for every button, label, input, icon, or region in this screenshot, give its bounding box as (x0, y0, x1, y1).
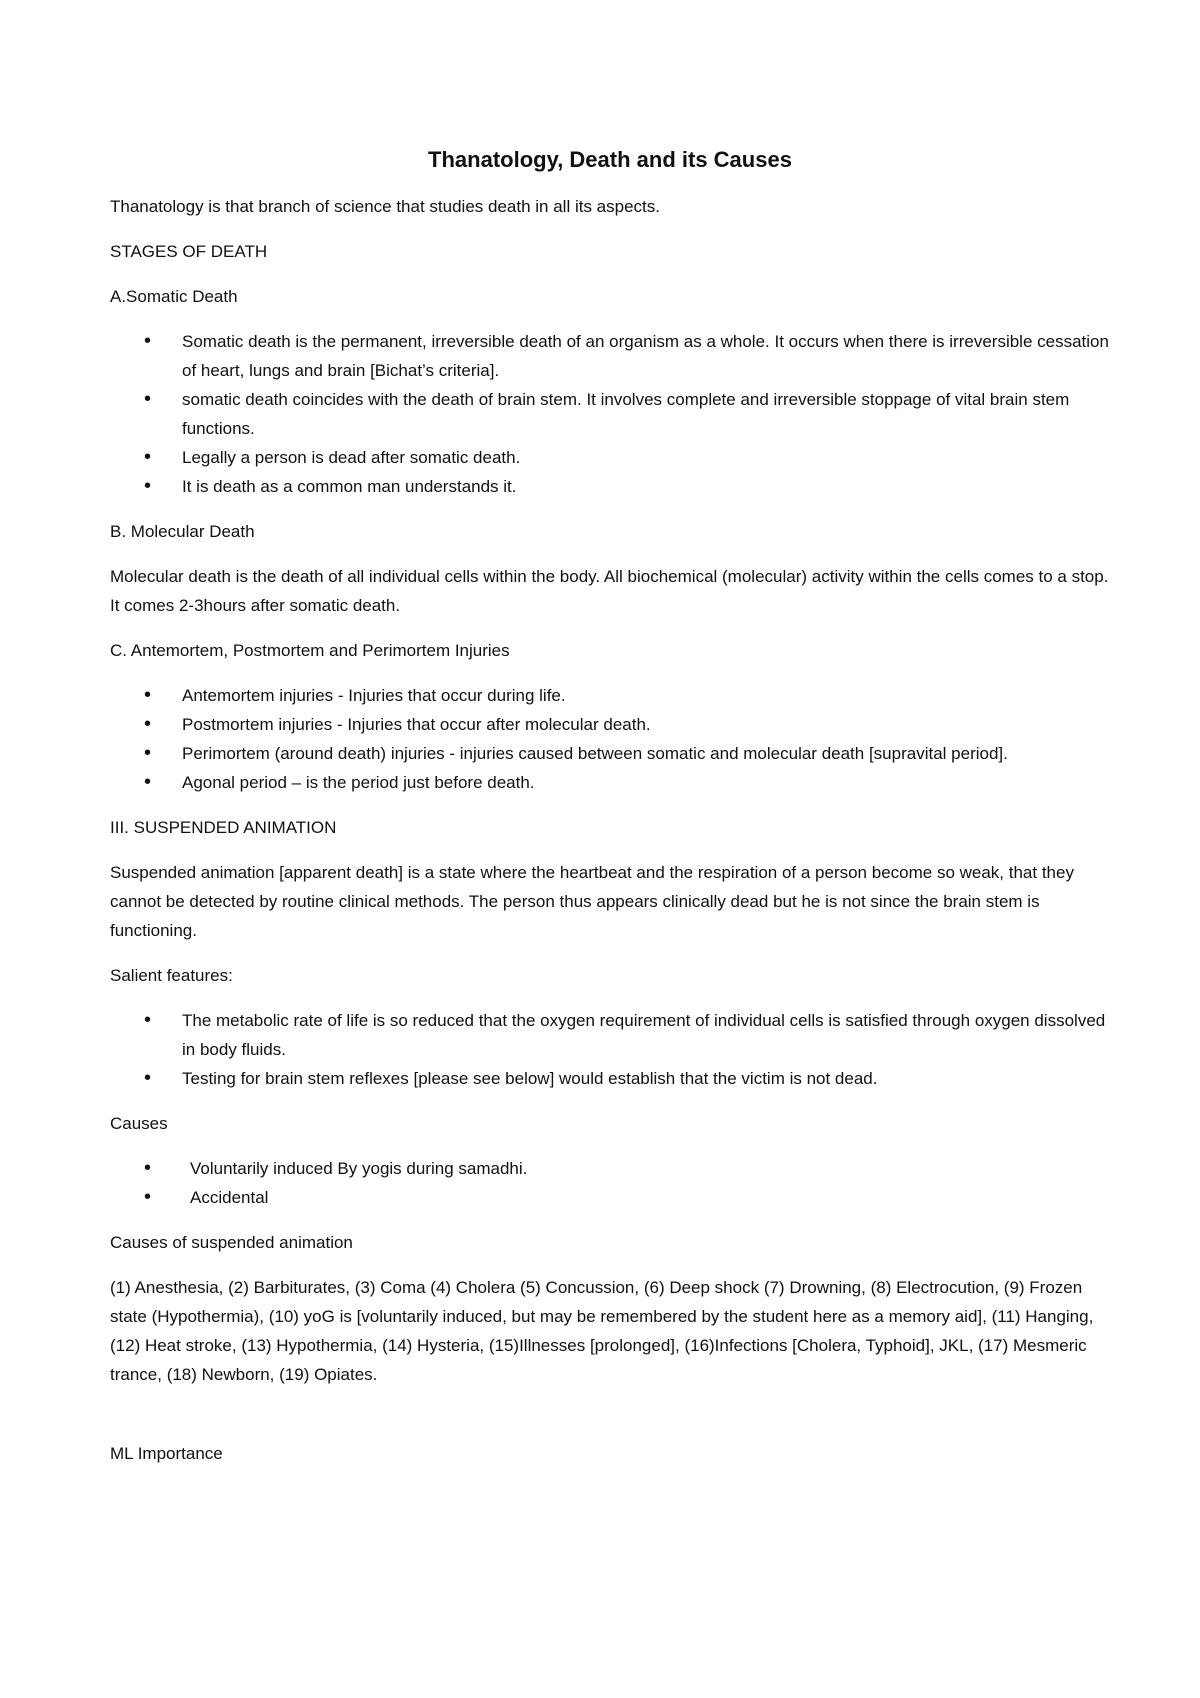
list-item: • Postmortem injuries - Injuries that occur after molecular death. (182, 710, 1110, 739)
ml-importance-heading: ML Importance (110, 1444, 223, 1463)
causes-heading: Causes (110, 1114, 168, 1133)
list-item: • Voluntarily induced By yogis during samadhi. (182, 1154, 1110, 1183)
features-heading: Salient features: (110, 966, 233, 985)
somatic-list (110, 327, 1110, 501)
intro-paragraph: Thanatology is that branch of science that studies death in all its aspects. (110, 197, 660, 216)
somatic-heading: A.Somatic Death (110, 287, 238, 306)
molecular-heading: B. Molecular Death (110, 522, 255, 541)
injuries-list (110, 681, 1110, 797)
page-title: Thanatology, Death and its Causes (428, 147, 792, 172)
list-item: • Antemortem injuries - Injuries that occur during life. (182, 681, 1110, 710)
list-item: • Legally a person is dead after somatic death. (182, 443, 1110, 472)
suspended-heading: III. SUSPENDED ANIMATION (110, 818, 337, 837)
features-list (110, 1006, 1110, 1093)
list-item: • It is death as a common man understands it. (182, 472, 1110, 501)
molecular-paragraph: Molecular death is the death of all individual cells within the body. All biochemical (molecular) activity within the cells comes to a stop. It comes 2-3hours after somatic death. (110, 567, 1109, 615)
list-item: • Accidental (182, 1183, 1110, 1212)
causes-list (110, 1154, 1110, 1212)
list-item: • Somatic death is the permanent, irreversible death of an organism as a whole. It occurs when there is irreversible cessation of heart, lungs and brain [Bichat’s criteria]. (182, 327, 1110, 385)
list-item: • The metabolic rate of life is so reduced that the oxygen requirement of individual cells is satisfied through oxygen dissolved in body fluids. (182, 1006, 1110, 1064)
list-item: • Testing for brain stem reflexes [please see below] would establish that the victim is not dead. (182, 1064, 1110, 1093)
list-item: • Perimortem (around death) injuries - injuries caused between somatic and molecular death [supravital period]. (182, 739, 1110, 768)
stages-heading: STAGES OF DEATH (110, 242, 268, 261)
suspended-paragraph: Suspended animation [apparent death] is a state where the heartbeat and the respiration of a person become so weak, that they cannot be detected by routine clinical methods. The person thus appears clinically dead but he is not since the brain stem is functioning. (110, 863, 1074, 940)
list-item: • Agonal period – is the period just before death. (182, 768, 1110, 797)
causes-of-heading: Causes of suspended animation (110, 1233, 353, 1252)
list-item: • somatic death coincides with the death of brain stem. It involves complete and irreversible stoppage of vital brain stem functions. (182, 385, 1110, 443)
injuries-heading: C. Antemortem, Postmortem and Perimortem Injuries (110, 641, 510, 660)
document-content (110, 145, 1110, 1484)
causes-of-paragraph: (1) Anesthesia, (2) Barbiturates, (3) Coma (4) Cholera (5) Concussion, (6) Deep shock (7) Drowning, (8) Electrocution, (9) Frozen state (Hypothermia), (10) yoG is [voluntarily induced, but may be remembered by the student here as a memory aid], (11) Hanging, (12) Heat stroke, (13) Hypothermia, (14) Hysteria, (15)Illnesses [prolonged], (16)Infections [Cholera, Typhoid], JKL, (17) Mesmeric trance, (18) Newborn, (19) Opiates. (110, 1278, 1094, 1384)
